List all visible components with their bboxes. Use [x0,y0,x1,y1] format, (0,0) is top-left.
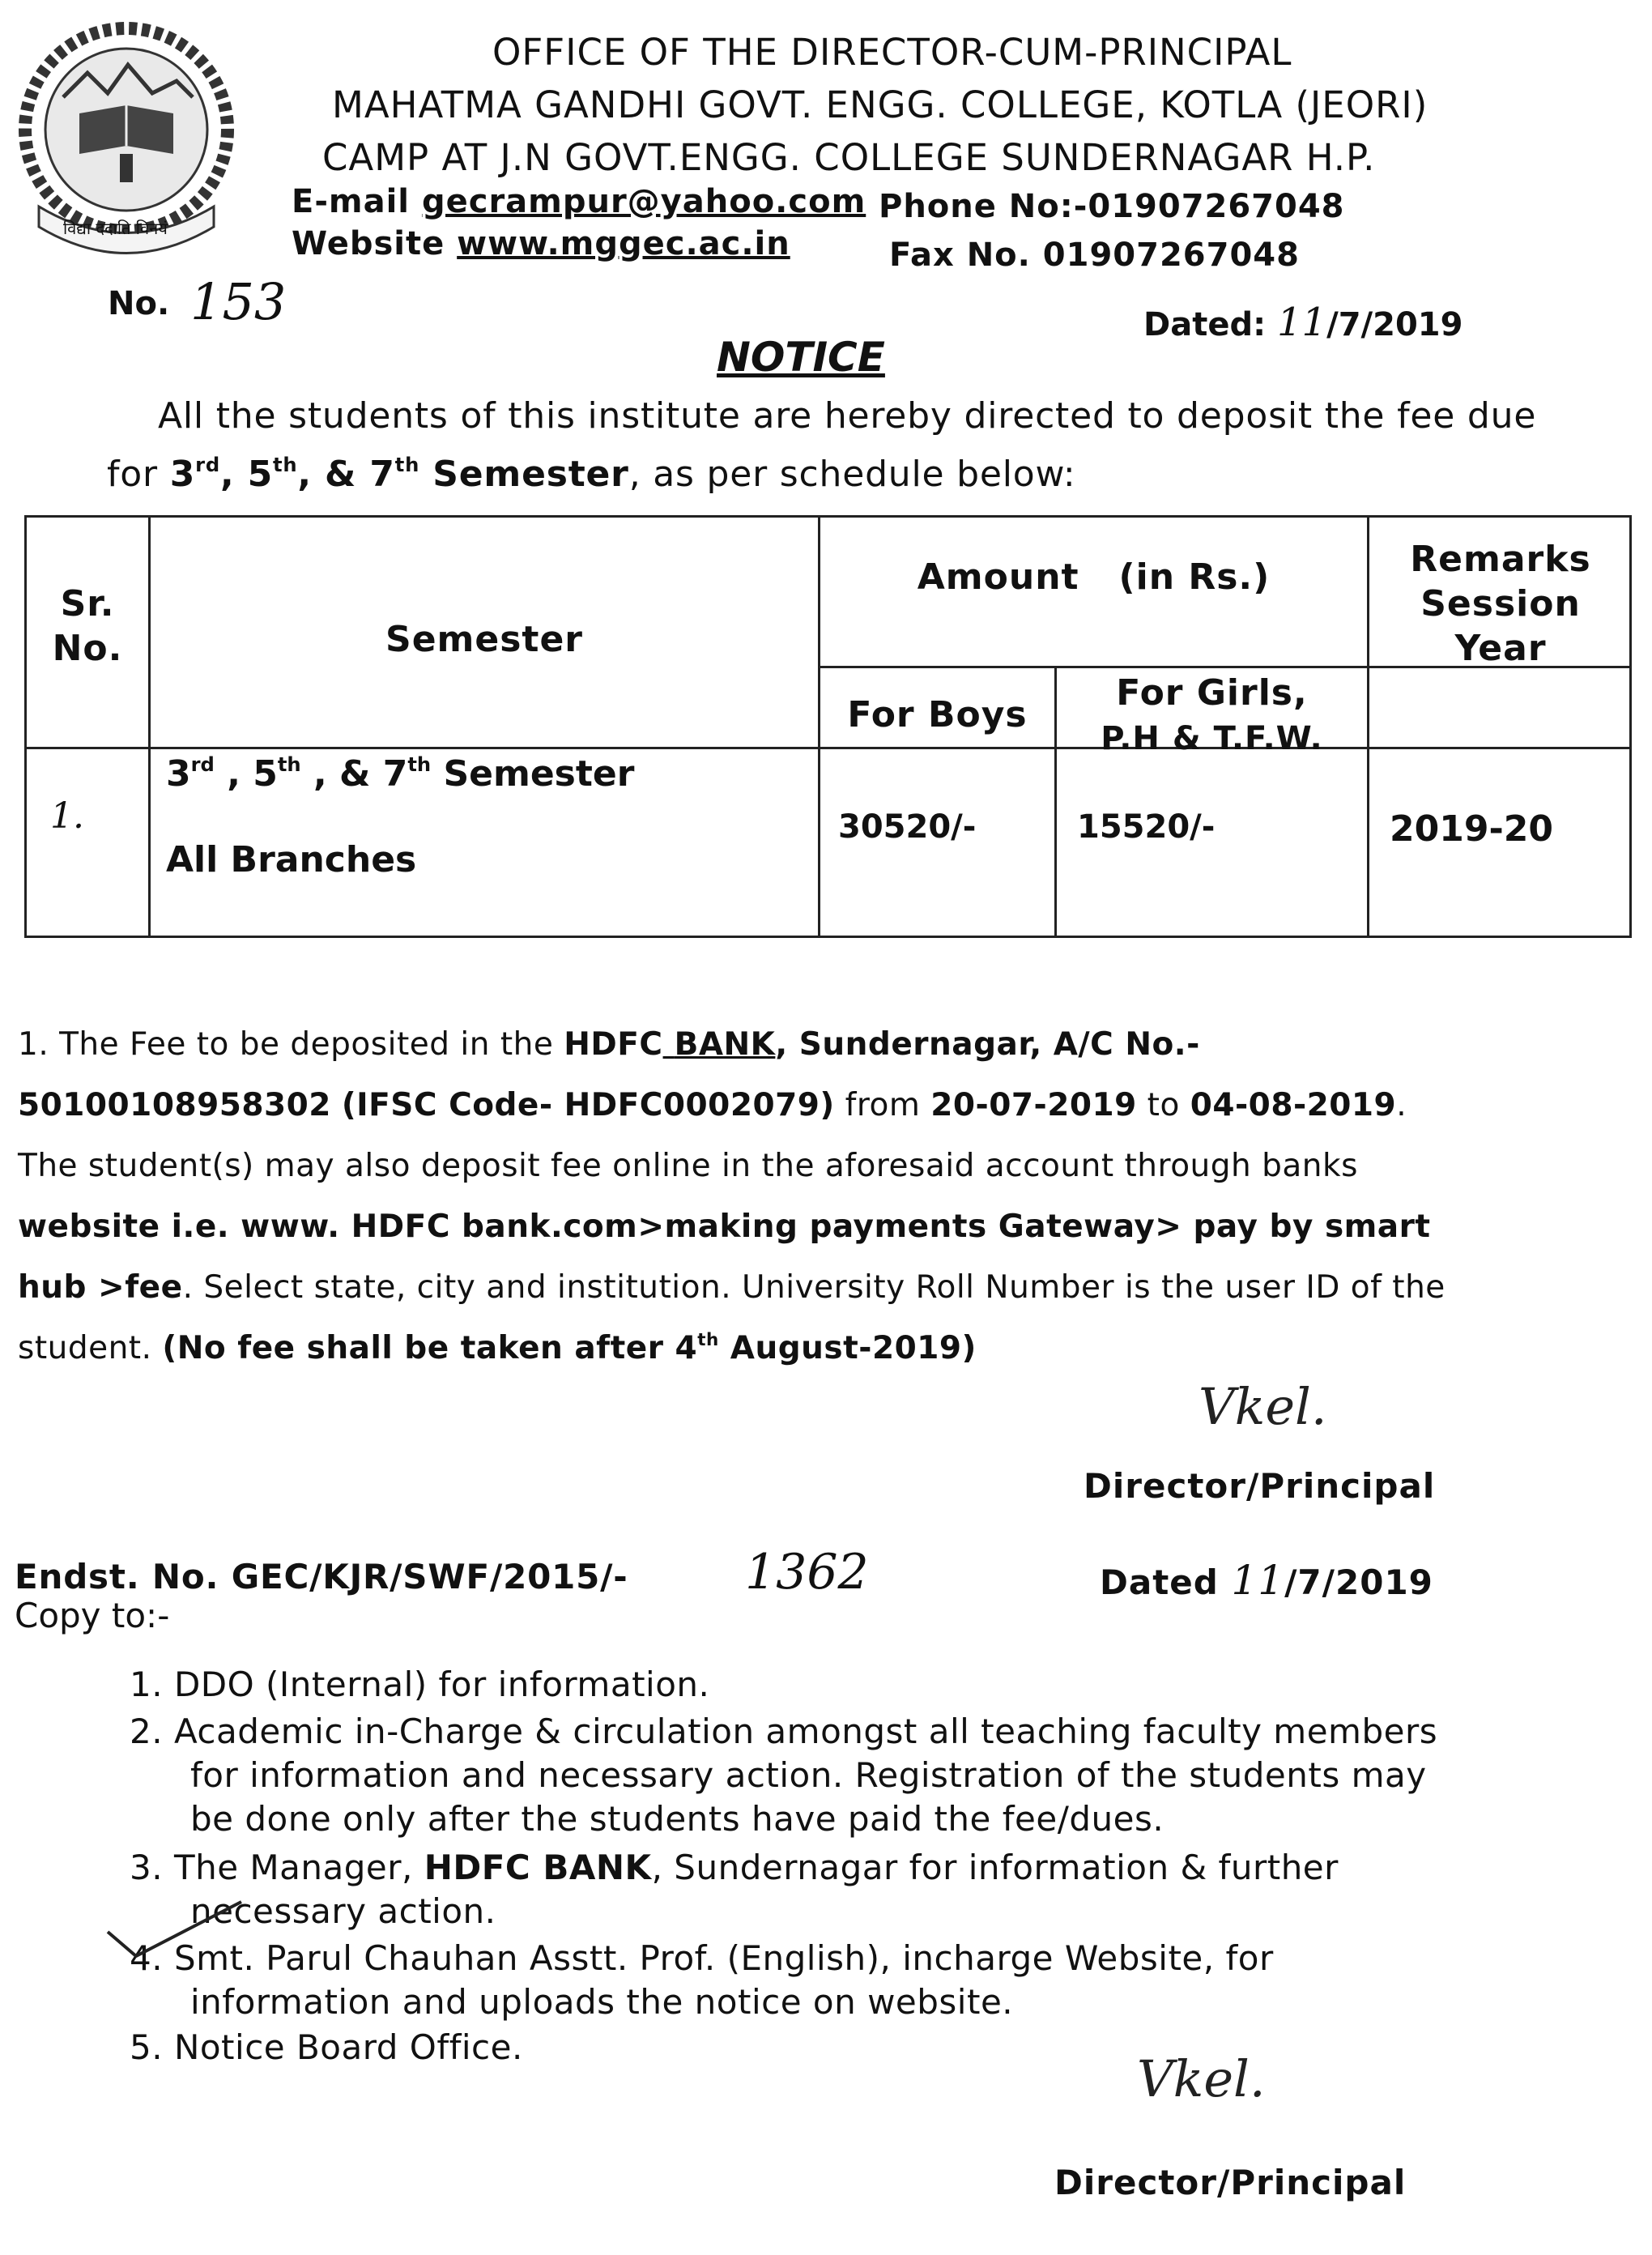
email-row [292,183,866,220]
tick-mark-icon [104,1895,249,1963]
copy-item-2: 2. Academic in-Charge & circulation amongst all teaching faculty members [130,1711,1438,1751]
notice-title: NOTICE [717,334,885,381]
endorsement-number-handwritten: 1362 [745,1544,869,1601]
fax-number: 01907267048 [1042,237,1300,274]
signature-2: Vkel. [1137,2049,1266,2108]
phone-number: 01907267048 [1088,188,1345,225]
dated-day-handwritten: 11 [1277,300,1327,345]
row1-semester: 3rd , 5th , & 7th Semester [166,752,635,795]
copy-item-3-cont1: necessary action. [190,1891,496,1931]
th-semester: Semester [385,619,583,660]
instr-line1: 1. The Fee to be deposited in the HDFC BANK, Sundernagar, A/C No.- [18,1026,1200,1063]
copy-item-1: 1. DDO (Internal) for information. [130,1665,710,1704]
dated-rest: /7/2019 [1326,306,1463,343]
intro-semesters: 3rd, 5th, & 7th Semester [169,453,629,495]
email-link[interactable]: gecrampur@yahoo.com [421,183,866,220]
row1-girls-amount: 15520/- [1077,808,1216,846]
copy-item-3: 3. The Manager, HDFC BANK, Sundernagar for information & further [130,1848,1339,1887]
header-line1: OFFICE OF THE DIRECTOR-CUM-PRINCIPAL [492,31,1292,74]
dated-row [1143,300,1463,345]
th-for-boys: For Boys [847,694,1028,735]
header-line2: MAHATMA GANDHI GOVT. ENGG. COLLEGE, KOTLA (JEORI) [332,83,1428,126]
copy-item-2-cont2: be done only after the students have paid the fee/dues. [190,1799,1164,1839]
intro-for: for [107,454,158,495]
instr-line3: The student(s) may also deposit fee online in the aforesaid account through banks [18,1148,1358,1184]
notice-intro-line2 [107,454,1076,495]
th-for-girls: For Girls, P.H & T.F.W. [1101,672,1323,757]
row1-sr: 1. [50,795,84,837]
endorsement-no: Endst. No. GEC/KJR/SWF/2015/- [15,1557,628,1596]
row1-branches: All Branches [166,839,417,880]
instr-line4: website i.e. www. HDFC bank.com>making payments Gateway> pay by smart [18,1208,1431,1245]
website-link[interactable]: www.mggec.ac.in [457,225,790,262]
copy-item-4: 4. Smt. Parul Chauhan Asstt. Prof. (English), incharge Website, for [130,1938,1274,1978]
th-amount: Amount (in Rs.) [917,556,1271,598]
instr-line6: student. (No fee shall be taken after 4th August-2019) [18,1329,977,1366]
notice-intro-line1: All the students of this institute are hereby directed to deposit the fee due [158,395,1537,437]
fee-instructions [18,1014,1556,1379]
row1-session: 2019-20 [1390,808,1553,850]
instr-line2: 50100108958302 (IFSC Code- HDFC0002079) from 20-07-2019 to 04-08-2019. [18,1087,1407,1123]
signature-2-title: Director/Principal [1054,2163,1407,2202]
signature-1-title: Director/Principal [1084,1466,1436,1506]
header-line3: CAMP AT J.N GOVT.ENGG. COLLEGE SUNDERNAGAR H.P. [322,136,1376,179]
ref-number-handwritten: 153 [190,272,287,331]
copy-item-2-cont1: for information and necessary action. Registration of the students may [190,1755,1427,1795]
copy-to-label: Copy to:- [15,1596,170,1635]
fax-label: Fax No. [889,237,1031,274]
email-label: E-mail [292,183,411,220]
college-logo [6,16,249,259]
signature-1: Vkel. [1199,1377,1327,1436]
th-sr-no: Sr. No. [52,583,123,669]
row1-boys-amount: 30520/- [838,808,977,846]
ref-number-label: No. [108,285,170,322]
copy-item-5: 5. Notice Board Office. [130,2027,523,2067]
logo-motto: विद्या ददाति विनयं [63,219,168,238]
website-label: Website [292,225,445,262]
instr-line5: hub >fee. Select state, city and institution. University Roll Number is the user ID of the [18,1269,1446,1306]
endorsement-dated: Dated 11/7/2019 [1100,1557,1433,1604]
copy-item-4-cont1: information and uploads the notice on website. [190,1982,1014,2022]
dated-label: Dated: [1143,306,1267,343]
website-row [292,225,790,262]
phone-label: Phone No:- [879,188,1088,225]
th-remarks: Remarks Session Year [1410,539,1591,669]
fax-row [889,237,1300,274]
intro-tail: , as per schedule below: [628,454,1076,495]
phone-row [879,188,1345,225]
